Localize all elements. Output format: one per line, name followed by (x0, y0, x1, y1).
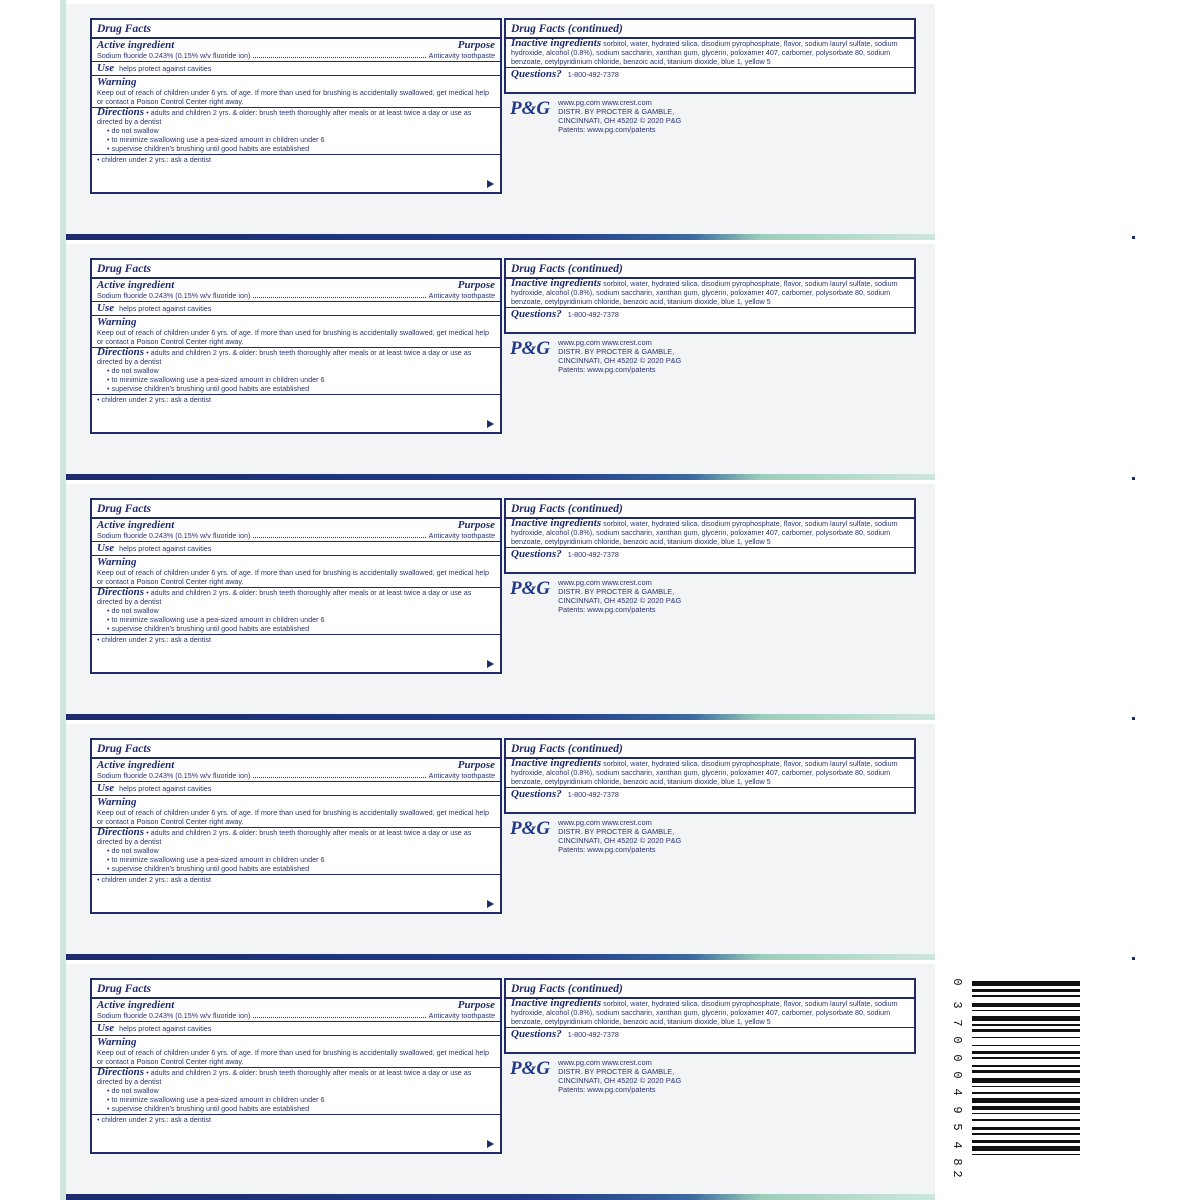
warning-heading: Warning (97, 76, 137, 88)
warning-text: Keep out of reach of children under 6 yrs. of age. If more than used for brushing is accidentally swallowed, get medical help or contact a Poison Control Center right away. (97, 88, 489, 106)
directions-text: • adults and children 2 yrs. & older: brush teeth thoroughly after meals or at least twice a day or use as directed by a dentist (97, 828, 472, 846)
barcode-bar (972, 1010, 1080, 1012)
drug-facts-continued-title: Drug Facts (continued) (511, 503, 623, 515)
barcode-bar (972, 1127, 1080, 1130)
active-ingredient-text: Sodium fluoride 0.243% (0.15% w/v fluoride ion) (97, 531, 251, 540)
barcode-bar (972, 1146, 1080, 1151)
pg-line: DISTR. BY PROCTER & GAMBLE, (558, 587, 675, 596)
barcode-bar (972, 1037, 1080, 1039)
barcode-digit: 4 (950, 1088, 964, 1096)
drug-facts-continued-box (504, 978, 916, 1054)
purpose-heading: Purpose (457, 279, 495, 291)
directions-list (97, 366, 495, 393)
warning-heading: Warning (97, 316, 137, 328)
questions-phone: 1-800-492-7378 (567, 550, 619, 559)
directions-item: • supervise children's brushing until good habits are established (107, 384, 495, 393)
inactive-text: sorbitol, water, hydrated silica, disodium pyrophosphate, flavor, sodium lauryl sulfate, sodium hydroxide, alcohol (0.8%), sodium saccharin, xanthan gum, glycerin, poloxamer 407, carbomer, polysorbate 80, sodium benzoate, cetylpyridinium chloride, benzoic acid, titanium dioxide, blue 1, yellow 5 (511, 519, 898, 546)
directions-heading: Directions (97, 586, 145, 598)
pg-line: Patents: www.pg.com/patents (558, 1085, 656, 1094)
active-ingredient-heading: Active ingredient (97, 519, 175, 531)
inactive-text: sorbitol, water, hydrated silica, disodium pyrophosphate, flavor, sodium lauryl sulfate, sodium hydroxide, alcohol (0.8%), sodium saccharin, xanthan gum, glycerin, poloxamer 407, carbomer, polysorbate 80, sodium benzoate, cetylpyridinium chloride, benzoic acid, titanium dioxide, blue 1, yellow 5 (511, 39, 898, 66)
box-panel (66, 4, 935, 240)
barcode-bar (972, 1113, 1080, 1115)
questions-heading: Questions? (511, 548, 562, 560)
panel-color-band (66, 474, 935, 480)
manufacturer-block (510, 338, 681, 374)
drug-facts-title: Drug Facts (97, 983, 151, 995)
manufacturer-block (510, 818, 681, 854)
edge-mark (1132, 957, 1135, 960)
use-heading: Use (97, 1022, 115, 1034)
use-heading: Use (97, 542, 115, 554)
use-heading: Use (97, 302, 115, 314)
pg-logo: P&G (510, 818, 551, 839)
purpose-text: Anticavity toothpaste (428, 291, 495, 300)
directions-last: • children under 2 yrs.: ask a dentist (97, 395, 211, 404)
questions-phone: 1-800-492-7378 (567, 70, 619, 79)
pg-line: Patents: www.pg.com/patents (558, 605, 656, 614)
barcode-bar (972, 1057, 1080, 1059)
directions-item: • supervise children's brushing until good habits are established (107, 624, 495, 633)
box-panel (66, 244, 935, 480)
continue-arrow-icon (487, 180, 494, 188)
directions-text: • adults and children 2 yrs. & older: brush teeth thoroughly after meals or at least twice a day or use as directed by a dentist (97, 348, 472, 366)
directions-heading: Directions (97, 346, 145, 358)
pg-line: DISTR. BY PROCTER & GAMBLE, (558, 107, 675, 116)
drug-facts-box (90, 738, 502, 914)
barcode-bar (972, 1154, 1080, 1156)
manufacturer-block (510, 1058, 681, 1094)
directions-item: • to minimize swallowing use a pea-sized amount in children under 6 (107, 615, 495, 624)
manufacturer-block (510, 98, 681, 134)
drug-facts-title: Drug Facts (97, 263, 151, 275)
directions-last: • children under 2 yrs.: ask a dentist (97, 875, 211, 884)
pg-line: DISTR. BY PROCTER & GAMBLE, (558, 347, 675, 356)
purpose-heading: Purpose (457, 999, 495, 1011)
barcode-digit: 8 (950, 1158, 964, 1166)
barcode-digit: 2 (950, 1170, 964, 1178)
drug-facts-continued-box (504, 18, 916, 94)
barcode-bar (972, 1070, 1080, 1073)
directions-list (97, 1086, 495, 1113)
use-text: helps protect against cavities (119, 544, 212, 553)
panel-color-band (66, 954, 935, 960)
inactive-text: sorbitol, water, hydrated silica, disodium pyrophosphate, flavor, sodium lauryl sulfate, sodium hydroxide, alcohol (0.8%), sodium saccharin, xanthan gum, glycerin, poloxamer 407, carbomer, polysorbate 80, sodium benzoate, cetylpyridinium chloride, benzoic acid, titanium dioxide, blue 1, yellow 5 (511, 279, 898, 306)
drug-facts-box (90, 498, 502, 674)
barcode-bar (972, 1045, 1080, 1047)
warning-text: Keep out of reach of children under 6 yrs. of age. If more than used for brushing is accidentally swallowed, get medical help or contact a Poison Control Center right away. (97, 568, 489, 586)
directions-heading: Directions (97, 106, 145, 118)
barcode-bar (972, 989, 1080, 992)
questions-heading: Questions? (511, 68, 562, 80)
barcode-digit: 7 (950, 1019, 964, 1027)
drug-facts-title: Drug Facts (97, 503, 151, 515)
panel-color-band (66, 714, 935, 720)
drug-facts-continued-title: Drug Facts (continued) (511, 983, 623, 995)
inactive-heading: Inactive ingredients (511, 37, 602, 49)
directions-item: • supervise children's brushing until good habits are established (107, 864, 495, 873)
active-ingredient-heading: Active ingredient (97, 279, 175, 291)
barcode-bar (972, 1078, 1080, 1083)
active-ingredient-text: Sodium fluoride 0.243% (0.15% w/v fluoride ion) (97, 291, 251, 300)
left-edge-strip (0, 0, 66, 1200)
pg-line: Patents: www.pg.com/patents (558, 845, 656, 854)
continue-arrow-icon (487, 420, 494, 428)
active-ingredient-text: Sodium fluoride 0.243% (0.15% w/v fluoride ion) (97, 771, 251, 780)
barcode-digit: 4 (950, 1140, 964, 1149)
purpose-heading: Purpose (457, 519, 495, 531)
pg-line: DISTR. BY PROCTER & GAMBLE, (558, 827, 675, 836)
pg-logo: P&G (510, 338, 551, 359)
directions-item: • do not swallow (107, 366, 495, 375)
drug-facts-continued-box (504, 258, 916, 334)
continue-arrow-icon (487, 1140, 494, 1148)
directions-item: • do not swallow (107, 846, 495, 855)
warning-heading: Warning (97, 1036, 137, 1048)
pg-line: www.pg.com www.crest.com (558, 98, 652, 107)
inactive-heading: Inactive ingredients (511, 997, 602, 1009)
pg-line: DISTR. BY PROCTER & GAMBLE, (558, 1067, 675, 1076)
pg-line: www.pg.com www.crest.com (558, 1058, 652, 1067)
box-panel (66, 724, 935, 960)
drug-facts-title: Drug Facts (97, 23, 151, 35)
purpose-heading: Purpose (457, 759, 495, 771)
directions-item: • do not swallow (107, 126, 495, 135)
active-ingredient-text: Sodium fluoride 0.243% (0.15% w/v fluoride ion) (97, 51, 251, 60)
edge-mark (1132, 717, 1135, 720)
active-ingredient-heading: Active ingredient (97, 39, 175, 51)
barcode-bar (972, 1024, 1080, 1026)
directions-item: • to minimize swallowing use a pea-sized amount in children under 6 (107, 1095, 495, 1104)
box-panel (66, 964, 935, 1200)
directions-list (97, 606, 495, 633)
active-ingredient-heading: Active ingredient (97, 999, 175, 1011)
continue-arrow-icon (487, 660, 494, 668)
warning-text: Keep out of reach of children under 6 yrs. of age. If more than used for brushing is accidentally swallowed, get medical help or contact a Poison Control Center right away. (97, 328, 489, 346)
purpose-text: Anticavity toothpaste (428, 771, 495, 780)
barcode-bar (972, 1016, 1080, 1021)
barcode-digit: 0 (950, 1053, 964, 1062)
drug-facts-continued-title: Drug Facts (continued) (511, 743, 623, 755)
pg-line: www.pg.com www.crest.com (558, 338, 652, 347)
directions-text: • adults and children 2 yrs. & older: brush teeth thoroughly after meals or at least twice a day or use as directed by a dentist (97, 108, 472, 126)
drug-facts-continued-title: Drug Facts (continued) (511, 23, 623, 35)
drug-facts-continued-box (504, 498, 916, 574)
inactive-heading: Inactive ingredients (511, 277, 602, 289)
directions-item: • to minimize swallowing use a pea-sized amount in children under 6 (107, 375, 495, 384)
panel-color-band (66, 1194, 935, 1200)
panel-color-band (66, 234, 935, 240)
barcode-digit: 0 (950, 1071, 964, 1079)
directions-text: • adults and children 2 yrs. & older: brush teeth thoroughly after meals or at least twice a day or use as directed by a dentist (97, 588, 472, 606)
use-heading: Use (97, 782, 115, 794)
directions-item: • supervise children's brushing until good habits are established (107, 144, 495, 153)
barcode (950, 975, 1082, 1183)
directions-item: • supervise children's brushing until good habits are established (107, 1104, 495, 1113)
use-text: helps protect against cavities (119, 304, 212, 313)
directions-item: • do not swallow (107, 606, 495, 615)
barcode-bar (972, 1029, 1080, 1032)
barcode-bar (972, 1106, 1080, 1109)
questions-heading: Questions? (511, 1028, 562, 1040)
pg-line: CINCINNATI, OH 45202 © 2020 P&G (558, 356, 682, 365)
drug-facts-continued-box (504, 738, 916, 814)
inactive-text: sorbitol, water, hydrated silica, disodium pyrophosphate, flavor, sodium lauryl sulfate, sodium hydroxide, alcohol (0.8%), sodium saccharin, xanthan gum, glycerin, poloxamer 407, carbomer, polysorbate 80, sodium benzoate, cetylpyridinium chloride, benzoic acid, titanium dioxide, blue 1, yellow 5 (511, 759, 898, 786)
active-ingredient-text: Sodium fluoride 0.243% (0.15% w/v fluoride ion) (97, 1011, 251, 1020)
barcode-bar (972, 1133, 1080, 1135)
barcode-digits (950, 975, 964, 1183)
barcode-bar (972, 1003, 1080, 1006)
drug-facts-box (90, 18, 502, 194)
drug-facts-title: Drug Facts (97, 743, 151, 755)
barcode-bar (972, 995, 1080, 997)
warning-text: Keep out of reach of children under 6 yrs. of age. If more than used for brushing is accidentally swallowed, get medical help or contact a Poison Control Center right away. (97, 1048, 489, 1066)
pg-line: www.pg.com www.crest.com (558, 578, 652, 587)
questions-heading: Questions? (511, 788, 562, 800)
barcode-bar (972, 1119, 1080, 1121)
directions-last: • children under 2 yrs.: ask a dentist (97, 635, 211, 644)
barcode-digit: 0 (950, 1036, 964, 1044)
use-heading: Use (97, 62, 115, 74)
pg-line: Patents: www.pg.com/patents (558, 125, 656, 134)
barcode-bar (972, 1098, 1080, 1103)
pg-line: Patents: www.pg.com/patents (558, 365, 656, 374)
questions-phone: 1-800-492-7378 (567, 1030, 619, 1039)
use-text: helps protect against cavities (119, 784, 212, 793)
directions-list (97, 846, 495, 873)
drug-facts-box (90, 978, 502, 1154)
barcode-bar (972, 1140, 1080, 1143)
directions-item: • to minimize swallowing use a pea-sized amount in children under 6 (107, 135, 495, 144)
purpose-text: Anticavity toothpaste (428, 51, 495, 60)
directions-list (97, 126, 495, 153)
warning-text: Keep out of reach of children under 6 yrs. of age. If more than used for brushing is accidentally swallowed, get medical help or contact a Poison Control Center right away. (97, 808, 489, 826)
barcode-bar (972, 981, 1080, 986)
directions-last: • children under 2 yrs.: ask a dentist (97, 155, 211, 164)
barcode-digit: 9 (950, 1106, 964, 1114)
continue-arrow-icon (487, 900, 494, 908)
pg-line: CINCINNATI, OH 45202 © 2020 P&G (558, 116, 682, 125)
purpose-text: Anticavity toothpaste (428, 1011, 495, 1020)
directions-item: • do not swallow (107, 1086, 495, 1095)
purpose-text: Anticavity toothpaste (428, 531, 495, 540)
pg-logo: P&G (510, 98, 551, 119)
questions-heading: Questions? (511, 308, 562, 320)
barcode-bar (972, 1051, 1080, 1054)
manufacturer-block (510, 578, 681, 614)
purpose-heading: Purpose (457, 39, 495, 51)
directions-heading: Directions (97, 826, 145, 838)
barcode-bar (972, 1086, 1080, 1088)
drug-facts-box (90, 258, 502, 434)
barcode-digit: 3 (950, 1001, 964, 1009)
directions-heading: Directions (97, 1066, 145, 1078)
pg-line: www.pg.com www.crest.com (558, 818, 652, 827)
pg-line: CINCINNATI, OH 45202 © 2020 P&G (558, 836, 682, 845)
barcode-digit: 0 (950, 978, 964, 986)
barcode-bar (972, 1092, 1080, 1094)
barcode-digit: 5 (950, 1123, 964, 1131)
use-text: helps protect against cavities (119, 1024, 212, 1033)
box-panel (66, 484, 935, 720)
warning-heading: Warning (97, 556, 137, 568)
use-text: helps protect against cavities (119, 64, 212, 73)
barcode-bar (972, 1065, 1080, 1067)
inactive-heading: Inactive ingredients (511, 757, 602, 769)
inactive-text: sorbitol, water, hydrated silica, disodium pyrophosphate, flavor, sodium lauryl sulfate, sodium hydroxide, alcohol (0.8%), sodium saccharin, xanthan gum, glycerin, poloxamer 407, carbomer, polysorbate 80, sodium benzoate, cetylpyridinium chloride, benzoic acid, titanium dioxide, blue 1, yellow 5 (511, 999, 898, 1026)
edge-mark (1132, 477, 1135, 480)
pg-line: CINCINNATI, OH 45202 © 2020 P&G (558, 1076, 682, 1085)
directions-last: • children under 2 yrs.: ask a dentist (97, 1115, 211, 1124)
pg-logo: P&G (510, 578, 551, 599)
directions-item: • to minimize swallowing use a pea-sized amount in children under 6 (107, 855, 495, 864)
pg-logo: P&G (510, 1058, 551, 1079)
pg-line: CINCINNATI, OH 45202 © 2020 P&G (558, 596, 682, 605)
drug-facts-continued-title: Drug Facts (continued) (511, 263, 623, 275)
edge-mark (1132, 236, 1135, 239)
warning-heading: Warning (97, 796, 137, 808)
questions-phone: 1-800-492-7378 (567, 790, 619, 799)
directions-text: • adults and children 2 yrs. & older: brush teeth thoroughly after meals or at least twice a day or use as directed by a dentist (97, 1068, 472, 1086)
questions-phone: 1-800-492-7378 (567, 310, 619, 319)
inactive-heading: Inactive ingredients (511, 517, 602, 529)
active-ingredient-heading: Active ingredient (97, 759, 175, 771)
